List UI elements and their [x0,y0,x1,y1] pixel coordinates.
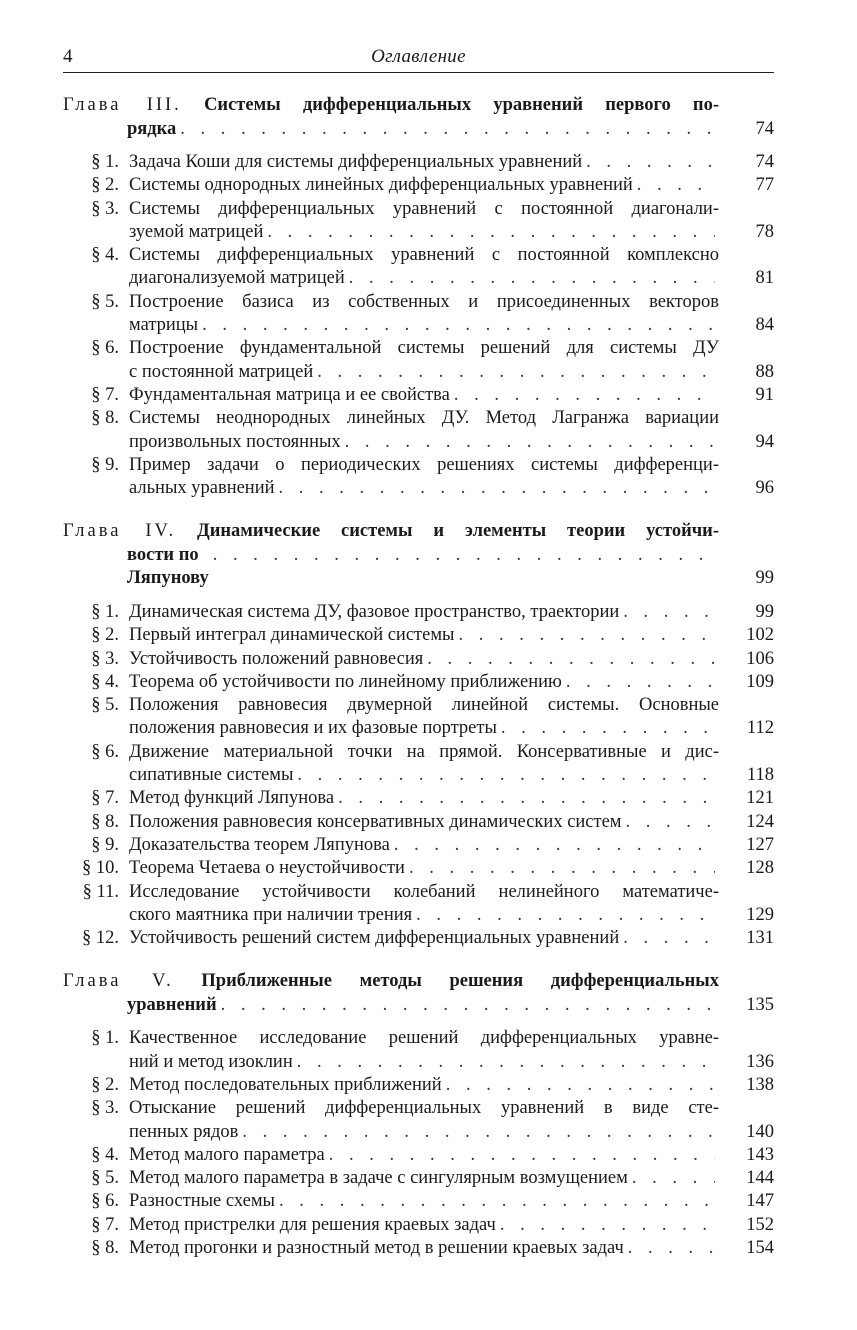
section-list [63,151,774,500]
leader-dots [623,927,715,950]
toc-entry [63,384,774,407]
section-title-line [129,337,719,360]
section-number: § 6. [91,741,119,762]
section-page-number: 88 [755,361,774,382]
toc-entry [63,174,774,197]
section-page-number: 96 [755,478,774,499]
section-title-line [129,671,719,694]
section-title [63,1074,719,1097]
section-title-line [129,198,719,221]
toc-entry [63,151,774,174]
section-title [63,337,719,384]
section-page-number: 124 [746,811,774,832]
section-title-line [129,431,719,454]
section-title [63,671,719,694]
section-title-text: с постоянной матрицей [129,361,314,382]
section-page-number: 128 [746,858,774,879]
section-title [63,244,719,291]
section-title-line [129,764,719,787]
section-number: § 4. [91,671,119,692]
leader-dots [623,601,715,624]
section-number: § 7. [91,788,119,809]
chapter-heading-line [63,970,719,994]
section-number: § 1. [91,601,119,622]
section-page-number: 99 [755,601,774,622]
toc-entry [63,198,774,245]
section-title-text: Системы однородных линейных дифференциальных уравнений [129,175,633,196]
leader-dots [213,544,715,568]
section-title-text: Задача Коши для системы дифференциальных уравнений [129,152,583,172]
section-number: § 1. [91,1028,119,1049]
section-title-text: Метод прогонки и разностный метод в решении краевых задач [129,1238,624,1259]
section-title [63,151,719,174]
section-title-line [129,267,719,290]
toc-entry [63,454,774,501]
section-number: § 8. [91,1238,119,1259]
section-list [63,601,774,950]
section-number: § 11. [82,881,119,902]
section-number: § 4. [91,245,119,266]
section-title [63,1167,719,1190]
section-title [63,927,719,950]
section-title-text: Метод малого параметра в задаче с сингулярным возмущением [129,1168,628,1189]
chapter-heading [63,520,774,591]
chapter-heading-line [63,520,719,544]
section-title-text: Исследование устойчивости колебаний нелинейного математиче- [129,881,719,902]
section-number: § 2. [91,175,119,196]
chapter-label: Глава V. [63,971,174,992]
section-title-text: альных уравнений [129,478,275,499]
section-page-number: 109 [746,671,774,692]
section-title [63,1027,719,1074]
toc-entry [63,624,774,647]
section-title-text: Качественное исследование решений дифференциальных уравне- [129,1028,719,1049]
section-title-line [129,384,719,407]
leader-dots [458,624,715,647]
leader-dots [637,174,715,197]
section-title-text: Динамическая система ДУ, фазовое пространство, траектории [129,601,620,622]
section-title-text: Метод малого параметра [129,1144,325,1165]
section-title-line [129,244,719,267]
page-number: 4 [63,46,73,67]
chapter-page-number: 74 [755,118,774,139]
section-number: § 5. [91,291,119,312]
leader-dots [628,1237,715,1260]
section-page-number: 152 [746,1214,774,1235]
section-title [63,648,719,671]
leader-dots [501,717,715,740]
chapter-spacer [63,950,774,970]
section-list [63,1027,774,1260]
toc-entry [63,1074,774,1097]
chapter [63,94,774,500]
chapter-heading [63,970,774,1017]
chapter-heading [63,94,774,141]
toc-entry [63,787,774,810]
section-number: § 6. [91,1191,119,1212]
chapter [63,970,774,1260]
section-page-number: 144 [746,1168,774,1189]
leader-dots [586,151,715,174]
section-title-line [129,151,719,174]
table-of-contents [63,94,774,1260]
section-title-line [129,477,719,500]
section-title-text: Системы дифференциальных уравнений с постоянной комплексно [129,245,719,266]
section-title-line [129,787,719,810]
section-title [63,407,719,454]
section-title-line [129,834,719,857]
section-title [63,624,719,647]
section-page-number: 102 [746,625,774,646]
chapter-heading-line [63,994,719,1018]
section-number: § 9. [91,834,119,855]
leader-dots [297,1051,715,1074]
section-title-text: положения равновесия и их фазовые портреты [129,718,497,739]
section-title-line [129,1121,719,1144]
leader-dots [500,1214,715,1237]
section-title-text: Построение фундаментальной системы решений для системы ДУ [129,338,719,359]
section-title [63,384,719,407]
section-title-text: Доказательства теорем Ляпунова [129,834,390,855]
toc-entry [63,927,774,950]
leader-dots [329,1144,715,1167]
chapter-label: Глава IV. [63,521,177,542]
leader-dots [297,764,715,787]
section-title-line [129,291,719,314]
section-title-text: диагонализуемой матрицей [129,268,345,289]
section-title-line [129,648,719,671]
section-number: § 4. [91,1144,119,1165]
section-page-number: 81 [755,268,774,289]
chapter-heading-line [63,544,719,591]
section-page-number: 138 [746,1075,774,1095]
toc-entry [63,1027,774,1074]
chapter-spacer [63,500,774,520]
section-number: § 9. [91,454,119,475]
leader-dots [454,384,715,407]
toc-entry [63,1237,774,1260]
section-page-number: 78 [755,221,774,242]
section-number: § 2. [91,1075,119,1095]
chapter-title-line2: вости по Ляпунову [127,544,209,589]
section-title-line [129,361,719,384]
section-title [63,1144,719,1167]
section-number: § 12. [82,928,119,949]
toc-entry [63,601,774,624]
section-page-number: 136 [746,1051,774,1072]
section-number: § 2. [91,625,119,646]
toc-entry [63,834,774,857]
section-title [63,857,719,880]
section-title-text: произвольных постоянных [129,431,341,452]
section-page-number: 91 [755,384,774,405]
section-title [63,741,719,788]
section-title-text: Теорема об устойчивости по линейному приближению [129,671,562,692]
leader-dots [267,221,715,244]
toc-entry [63,1214,774,1237]
leader-dots [221,994,715,1018]
section-title-text: пенных рядов [129,1121,239,1142]
section-number: § 6. [91,338,119,359]
toc-entry [63,741,774,788]
section-page-number: 147 [746,1191,774,1212]
section-title-text: Теорема Четаева о неустойчивости [129,858,405,879]
section-title-line [129,1237,719,1260]
chapter-title-line2: рядка [127,118,177,139]
section-title-text: Устойчивость положений равновесия [129,648,424,669]
leader-dots [446,1074,715,1097]
chapter-page-number: 135 [746,994,774,1015]
section-title-text: ского маятника при наличии трения [129,904,413,925]
section-number: § 8. [91,408,119,429]
toc-entry [63,291,774,338]
leader-dots [394,834,715,857]
leader-dots [427,648,715,671]
toc-entry [63,1144,774,1167]
chapter-title-line1: Приближенные методы решения дифференциальных [201,971,719,992]
section-page-number: 154 [746,1238,774,1259]
section-title [63,1237,719,1260]
toc-entry [63,811,774,834]
leader-dots [202,314,715,337]
leader-dots [349,267,715,290]
toc-entry [63,244,774,291]
section-title-line [129,1214,719,1237]
toc-entry [63,857,774,880]
running-title: Оглавление [371,46,466,67]
leader-dots [416,904,715,927]
chapter [63,520,774,950]
chapter-title-line2: уравнений [127,994,217,1015]
section-number: § 3. [91,1098,119,1119]
section-title-text: ний и метод изоклин [129,1051,293,1072]
section-number: § 7. [91,1214,119,1235]
section-title-text: Фундаментальная матрица и ее свойства [129,384,450,405]
section-title-line [129,811,719,834]
section-title-line [129,881,719,904]
section-page-number: 77 [755,175,774,196]
chapter-title-line1: Динамические системы и элементы теории устойчи- [197,521,720,542]
chapter-label: Глава III. [63,95,182,115]
section-title [63,694,719,741]
section-title-line [129,454,719,477]
section-title-line [129,717,719,740]
section-page-number: 131 [746,928,774,949]
section-page-number: 106 [746,648,774,669]
section-page-number: 74 [755,152,774,172]
leader-dots [338,787,715,810]
section-title-line [129,904,719,927]
section-title [63,787,719,810]
section-title [63,174,719,197]
chapter-page-number: 99 [755,568,774,589]
section-number: § 10. [82,858,119,879]
section-title-text: Первый интеграл динамической системы [129,625,455,646]
leader-dots [566,671,715,694]
toc-entry [63,648,774,671]
chapter-heading-line [63,118,719,142]
toc-entry [63,337,774,384]
section-title [63,881,719,928]
section-number: § 5. [91,1168,119,1189]
section-title [63,1214,719,1237]
section-number: § 3. [91,648,119,669]
section-title [63,601,719,624]
section-title-text: Системы дифференциальных уравнений с постоянной диагонали- [129,198,719,219]
section-number: § 8. [91,811,119,832]
section-title-line [129,1074,719,1097]
leader-dots [180,118,715,142]
section-title-text: Устойчивость решений систем дифференциальных уравнений [129,928,620,949]
section-title [63,1097,719,1144]
section-title-line [129,1144,719,1167]
leader-dots [279,477,715,500]
section-title-line [129,694,719,717]
section-title-line [129,624,719,647]
section-title-line [129,174,719,197]
section-title-text: зуемой матрицей [129,221,264,242]
section-title-line [129,1027,719,1050]
section-title-text: матрицы [129,315,199,336]
leader-dots [409,857,715,880]
section-number: § 1. [91,152,119,172]
section-title-text: сипативные системы [129,765,294,786]
section-page-number: 140 [746,1121,774,1142]
leader-dots [317,361,715,384]
toc-entry [63,407,774,454]
chapter-title-line1: Системы дифференциальных уравнений первого по- [204,95,720,115]
section-number: § 3. [91,198,119,219]
section-title [63,811,719,834]
section-title-text: Метод последовательных приближений [129,1075,442,1095]
section-title-text: Метод пристрелки для решения краевых задач [129,1214,496,1235]
section-title-line [129,1051,719,1074]
leader-dots [632,1167,715,1190]
section-title-text: Положения равновесия консервативных динамических систем [129,811,622,832]
leader-dots [345,431,715,454]
section-title-text: Отыскание решений дифференциальных уравнений в виде сте- [129,1098,719,1119]
section-title-line [129,1097,719,1120]
section-title-text: Разностные схемы [129,1191,275,1212]
section-page-number: 118 [746,765,774,786]
section-title-line [129,857,719,880]
section-title-text: Системы неоднородных линейных ДУ. Метод Лагранжа вариации [129,408,719,429]
toc-entry [63,1190,774,1213]
section-title-line [129,741,719,764]
toc-entry [63,694,774,741]
section-page-number: 143 [746,1144,774,1165]
section-title-line [129,314,719,337]
section-page-number: 84 [755,315,774,336]
toc-entry [63,671,774,694]
section-page-number: 127 [746,834,774,855]
section-title-line [129,601,719,624]
section-title-line [129,1167,719,1190]
section-page-number: 121 [746,788,774,809]
section-title-line [129,927,719,950]
chapter-heading-line [63,94,719,118]
section-title-line [129,1190,719,1213]
section-number: § 5. [91,695,119,716]
section-title [63,454,719,501]
section-title-text: Метод функций Ляпунова [129,788,335,809]
section-page-number: 94 [755,431,774,452]
section-title [63,834,719,857]
leader-dots [242,1121,715,1144]
toc-entry [63,1167,774,1190]
section-page-number: 129 [746,904,774,925]
section-title-text: Пример задачи о периодических решениях системы дифференци- [129,454,719,475]
toc-entry [63,1097,774,1144]
section-title-line [129,221,719,244]
section-title-text: Построение базиса из собственных и присоединенных векторов [129,291,719,312]
page-header [63,46,774,73]
section-title-text: Движение материальной точки на прямой. Консервативные и дис- [129,741,719,762]
section-title [63,198,719,245]
toc-entry [63,881,774,928]
section-title [63,291,719,338]
section-title [63,1190,719,1213]
section-title-text: Положения равновесия двумерной линейной системы. Основные [129,695,719,716]
section-title-line [129,407,719,430]
leader-dots [626,811,715,834]
section-page-number: 112 [746,718,774,739]
leader-dots [279,1190,715,1213]
section-number: § 7. [91,384,119,405]
